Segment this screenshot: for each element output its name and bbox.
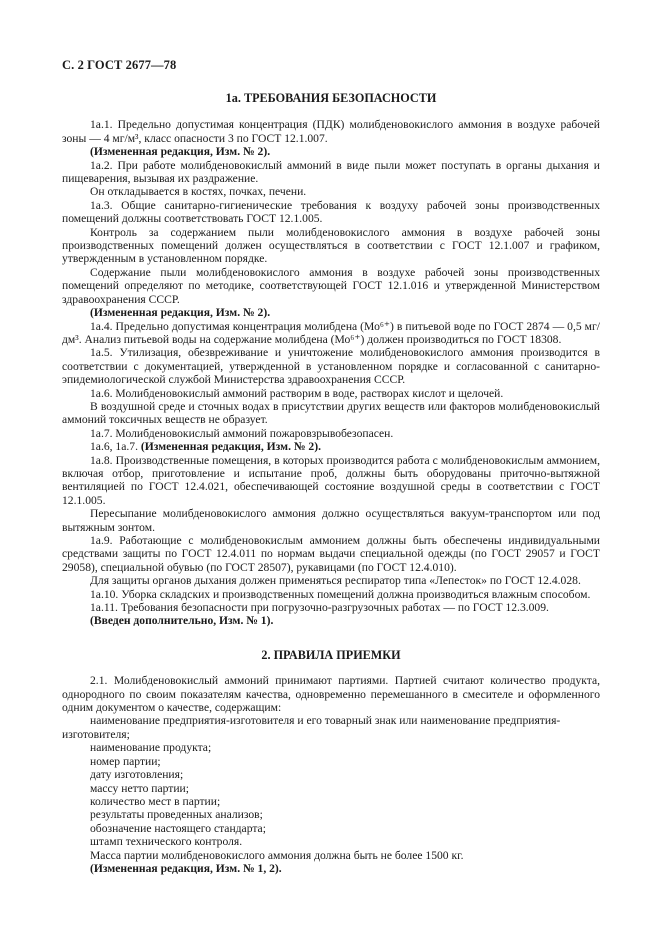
- paragraph: Масса партии молибденовокислого аммония должна быть не более 1500 кг.: [90, 848, 464, 862]
- list-item: штамп технического контроля.: [90, 835, 243, 849]
- list-item: массу нетто партии;: [90, 781, 189, 795]
- revision-note: (Измененная редакция, Изм. № 1, 2).: [90, 861, 282, 875]
- paragraph: Содержание пыли молибденовокислого аммония в воздухе рабочей зоны производственных помещений определяют по методике, соответствующей ГОСТ 12.1.016 и утвержденной Министерством здравоохранения СССР.: [62, 265, 600, 306]
- revision-note: (Введен дополнительно, Изм. № 1).: [90, 614, 274, 628]
- section-title-safety: 1а. ТРЕБОВАНИЯ БЕЗОПАСНОСТИ: [225, 91, 437, 105]
- list-item: наименование предприятия-изготовителя и его товарный знак или наименование предприятия-изготовителя;: [62, 714, 561, 741]
- paragraph: 1а.2. При работе молибденовокислый аммоний в виде пыли может поступать в органы дыхания и пищеварения, вызывая их раздражение.: [62, 158, 600, 186]
- section-title-acceptance: 2. ПРАВИЛА ПРИЕМКИ: [261, 647, 401, 662]
- revision-note: (Измененная редакция, Изм. № 2).: [90, 145, 271, 159]
- list-item: обозначение настоящего стандарта;: [90, 821, 266, 835]
- paragraph: Контроль за содержанием пыли молибденовокислого аммония в воздухе рабочей зоны производственных помещений должен осуществляться в соответствии с ГОСТ 12.1.007 и графиком, утвержденным в установленном порядке.: [62, 225, 600, 266]
- paragraph: 1а.11. Требования безопасности при погрузочно-разгрузочных работах — по ГОСТ 12.3.009.: [90, 601, 549, 615]
- list-item: результаты проведенных анализов;: [90, 808, 263, 822]
- list-item: номер партии;: [90, 754, 161, 768]
- paragraph: 1а.10. Уборка складских и производственных помещений должна производиться влажным способом.: [90, 587, 591, 601]
- paragraph: 2.1. Молибденовокислый аммоний принимают партиями. Партией считают количество продукта, однородного по своим показателям качества, одновременно перемешанного в смесителе и оформленного одним документом о качестве, содержащим:: [62, 674, 600, 715]
- paragraph: 1а.1. Предельно допустимая концентрация (ПДК) молибденовокислого аммония в воздухе рабочей зоны — 4 мг/м³, класс опасности 3 по ГОСТ 12.1.007.: [62, 118, 600, 145]
- paragraph: В воздушной среде и сточных водах в присутствии других веществ или факторов молибденовокислый аммоний токсичных веществ не образует.: [62, 399, 600, 427]
- paragraph: 1а.4. Предельно допустимая концентрация молибдена (Мо⁶⁺) в питьевой воде по ГОСТ 2874 — 0,5 мг/дм³. Анализ питьевой воды на содержание молибдена (Мо⁶⁺) должен производиться по ГОСТ 18308.: [62, 319, 600, 346]
- paragraph: 1а.9. Работающие с молибденовокислым аммонием должны быть обеспечены индивидуальными средствами защиты по ГОСТ 12.4.011 по нормам выдачи специальной одежды (по ГОСТ 29057 и ГОСТ 29058), специальной обувью (по ГОСТ 28507), рукавицами (по ГОСТ 12.4.010).: [62, 534, 600, 574]
- paragraph: 1а.3. Общие санитарно-гигиенические требования к воздуху рабочей зоны производственных помещений должны соответствовать ГОСТ 12.1.005.: [62, 198, 600, 226]
- paragraph: 1а.5. Утилизация, обезвреживание и уничтожение молибденовокислого аммония производится в соответствии с документацией, утвержденной в установленном порядке и согласованной с санитарно-эпидемиологической службой Министерства здравоохранения СССР.: [62, 346, 600, 387]
- list-item: наименование продукта;: [90, 741, 212, 755]
- paragraph-with-revision: [62, 440, 600, 453]
- list-item: количество мест в партии;: [90, 794, 221, 808]
- revision-note: (Измененная редакция, Изм. № 2).: [140, 440, 321, 454]
- page-header: С. 2 ГОСТ 2677—78: [62, 58, 177, 72]
- paragraph: 1а.6. Молибденовокислый аммоний растворим в воде, растворах кислот и щелочей.: [90, 386, 504, 400]
- document-body: [62, 88, 600, 875]
- paragraph: 1а.7. Молибденовокислый аммоний пожаровзрывобезопасен.: [90, 426, 394, 440]
- paragraph: 1а.8. Производственные помещения, в которых производится работа с молибденовокислым аммонием, включая отбор, приготовление и испытание проб, должны быть оборудованы приточно-вытяжной вентиляцией по ГОСТ 12.4.021, обеспечивающей состояние воздушной среды в соответствии с ГОСТ 12.1.005.: [62, 453, 600, 507]
- paragraph: Для защиты органов дыхания должен применяться респиратор типа «Лепесток» по ГОСТ 12.4.028.: [90, 574, 581, 588]
- paragraph: Он откладывается в костях, почках, печени.: [90, 185, 307, 199]
- list-item: дату изготовления;: [90, 768, 184, 782]
- clause-ref: 1а.6, 1а.7.: [90, 440, 141, 454]
- paragraph: Пересыпание молибденовокислого аммония должно осуществляться вакуум-транспортом или под вытяжным зонтом.: [62, 507, 600, 534]
- revision-note: (Измененная редакция, Изм. № 2).: [90, 306, 271, 320]
